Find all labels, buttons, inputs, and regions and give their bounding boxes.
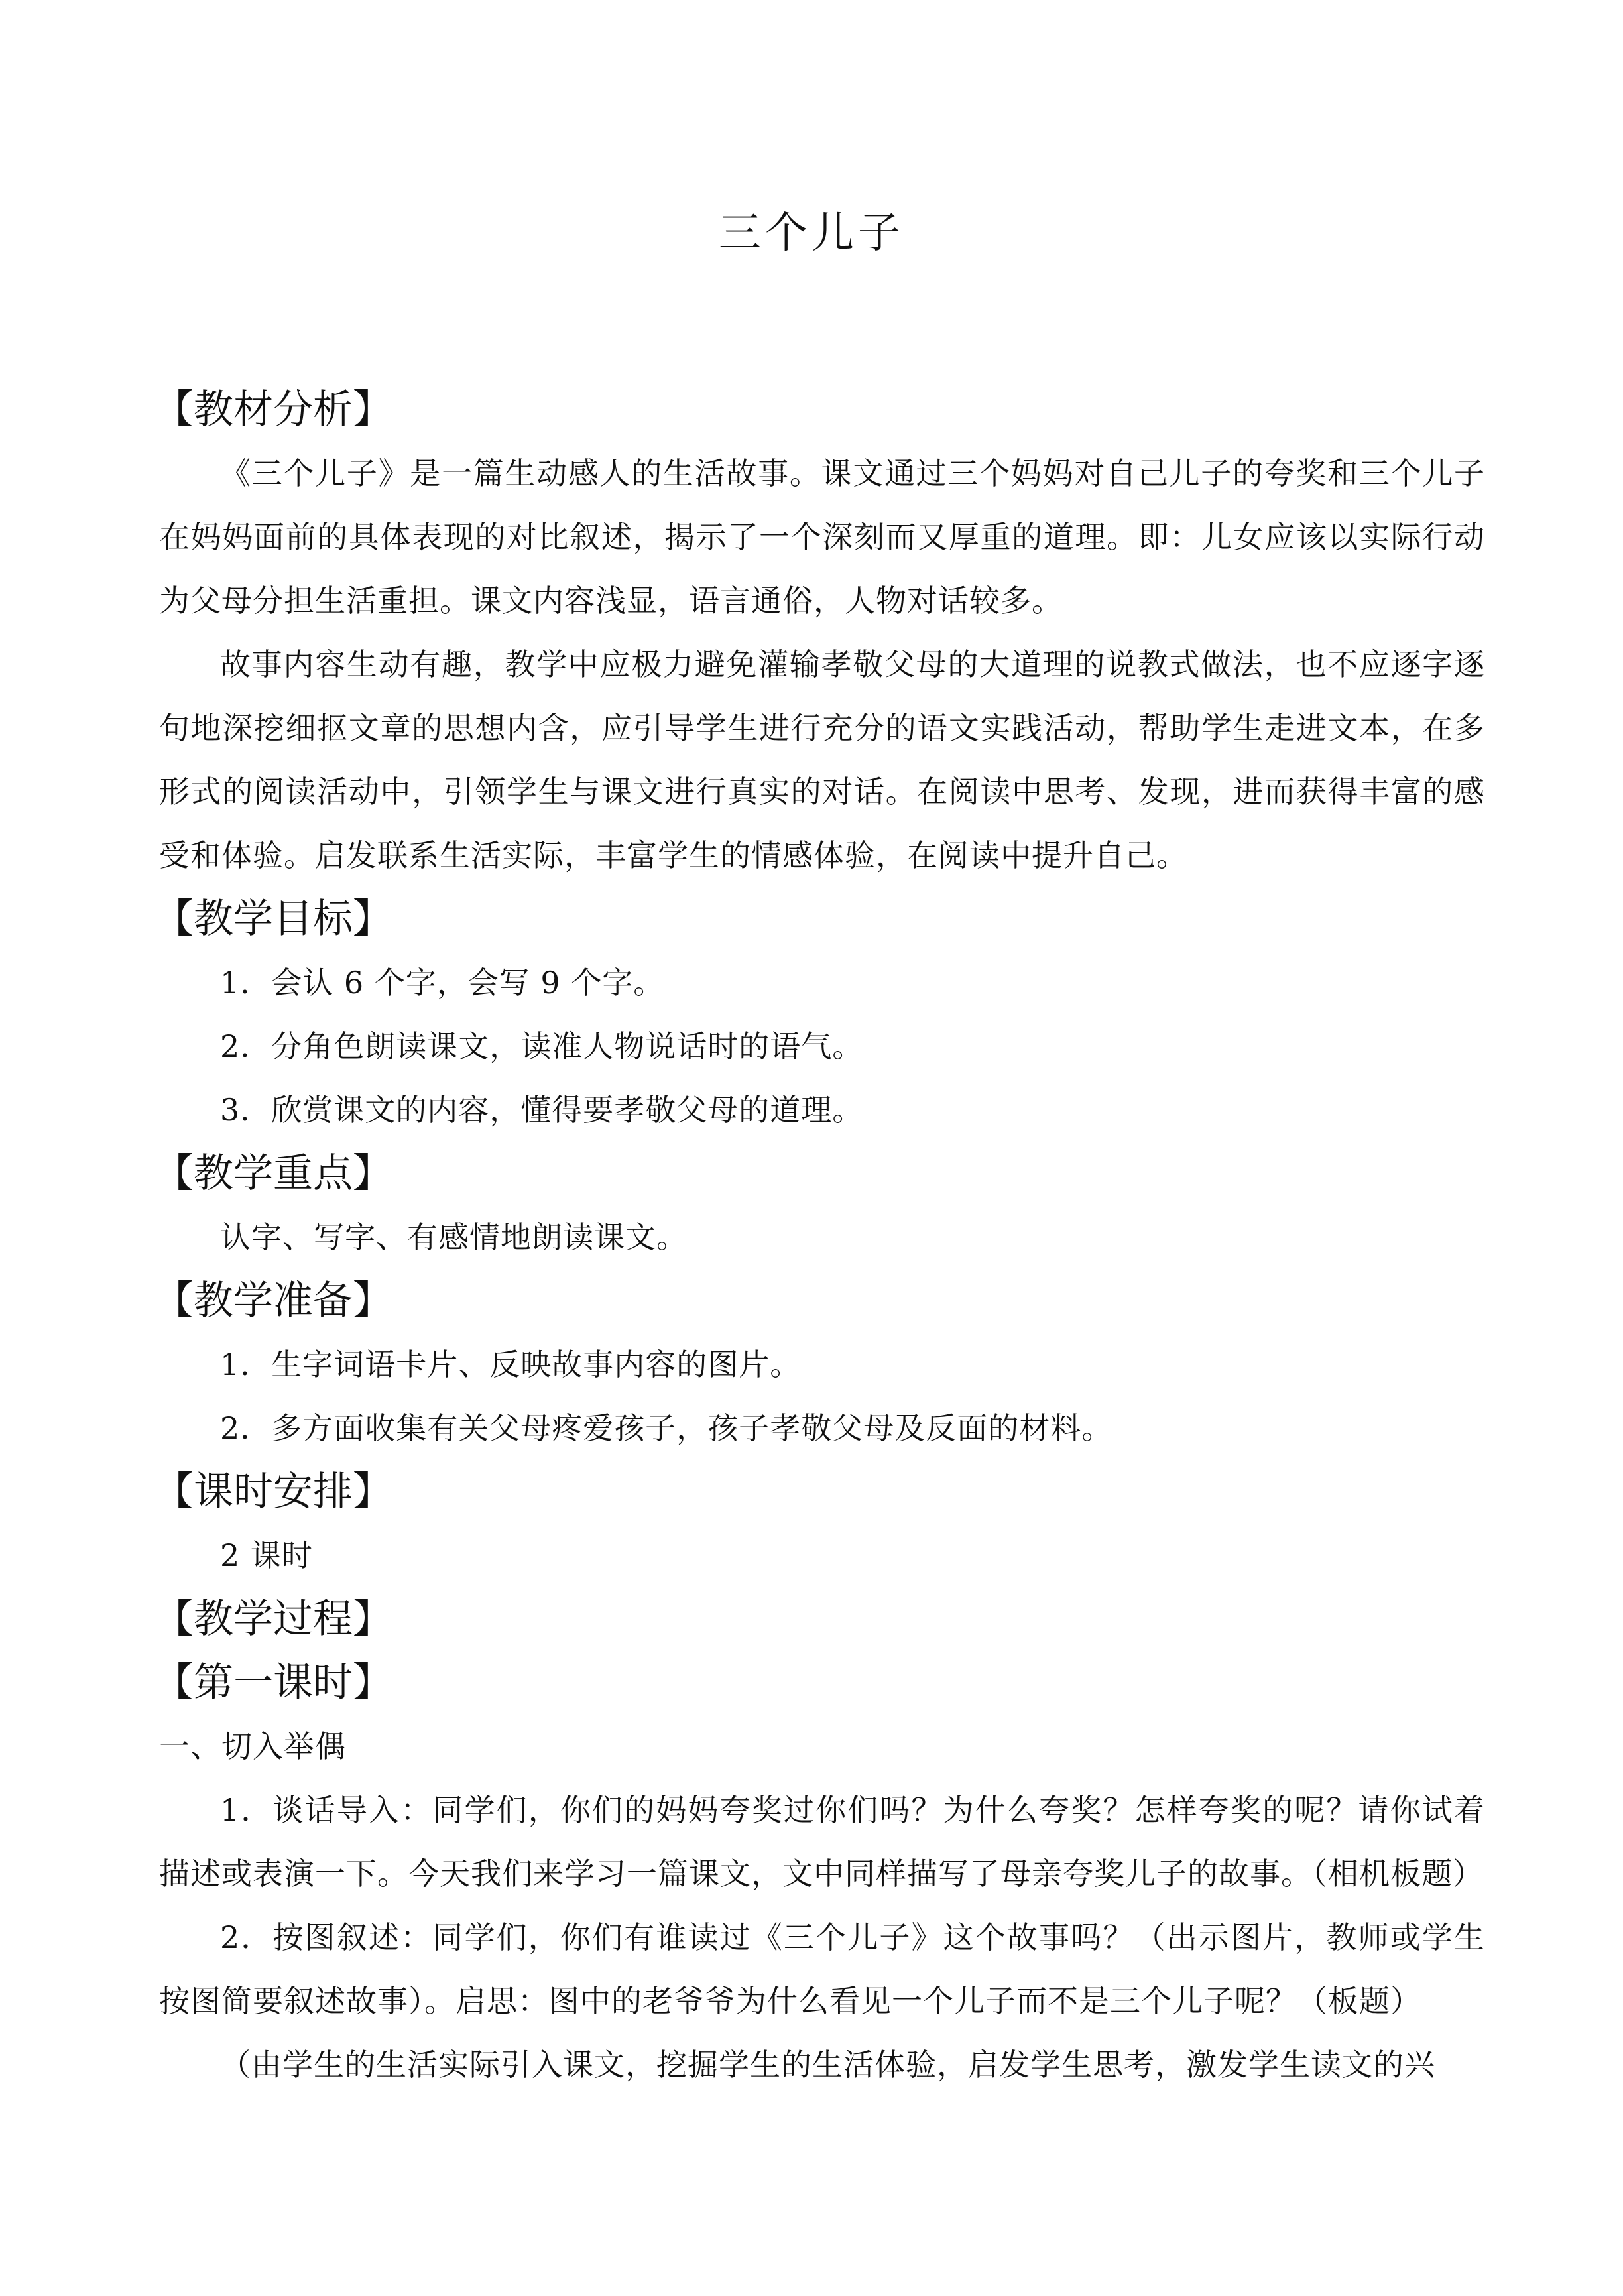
prep-item: 1．生字词语卡片、反映故事内容的图片。 bbox=[220, 1347, 802, 1382]
goal-item: 1．会认 6 个字，会写 9 个字。 bbox=[220, 965, 665, 1000]
document-body bbox=[154, 378, 1485, 2096]
lesson1-paragraph-1: 1．谈话导入：同学们，你们的妈妈夸奖过你们吗？为什么夸奖？怎样夸奖的呢？请你试着描述或表演一下。今天我们来学习一篇课文，文中同样描写了母亲夸奖儿子的故事。（相机板题） bbox=[159, 1792, 1485, 1892]
heading-process: 【教学过程】 bbox=[154, 1596, 392, 1642]
schedule-text: 2 课时 bbox=[220, 1538, 313, 1573]
heading-focus: 【教学重点】 bbox=[154, 1150, 392, 1197]
lesson1-paragraph-2: 2．按图叙述：同学们，你们有谁读过《三个儿子》这个故事吗？（出示图片，教师或学生按图简要叙述故事）。启思：图中的老爷爷为什么看见一个儿子而不是三个儿子呢？（板题） bbox=[159, 1919, 1485, 2019]
lesson1-paragraph-3: （由学生的生活实际引入课文，挖掘学生的生活体验，启发学生思考，激发学生读文的兴 bbox=[220, 2047, 1435, 2083]
heading-analysis: 【教材分析】 bbox=[154, 387, 392, 433]
goal-item: 2．分角色朗读课文，读准人物说话时的语气。 bbox=[220, 1028, 864, 1064]
heading-goals: 【教学目标】 bbox=[154, 896, 392, 942]
analysis-paragraph-1: 《三个儿子》是一篇生动感人的生活故事。课文通过三个妈妈对自己儿子的夸奖和三个儿子在妈妈面前的具体表现的对比叙述，揭示了一个深刻而又厚重的道理。即：儿女应该以实际行动为父母分担生活重担。课文内容浅显，语言通俗，人物对话较多。 bbox=[159, 455, 1485, 619]
heading-schedule: 【课时安排】 bbox=[154, 1469, 392, 1515]
focus-text: 认字、写字、有感情地朗读课文。 bbox=[220, 1219, 688, 1255]
heading-prep: 【教学准备】 bbox=[154, 1278, 392, 1324]
prep-item: 2．多方面收集有关父母疼爱孩子，孩子孝敬父母及反面的材料。 bbox=[220, 1410, 1113, 1446]
document-title: 三个儿子 bbox=[719, 209, 904, 258]
step-1-title: 一、切入举偶 bbox=[159, 1728, 346, 1764]
analysis-paragraph-2: 故事内容生动有趣，教学中应极力避免灌输孝敬父母的大道理的说教式做法，也不应逐字逐句地深挖细抠文章的思想内含，应引导学生进行充分的语文实践活动，帮助学生走进文本，在多形式的阅读活动中，引领学生与课文进行真实的对话。在阅读中思考、发现，进而获得丰富的感受和体验。启发联系生活实际，丰富学生的情感体验，在阅读中提升自己。 bbox=[159, 646, 1485, 873]
heading-lesson-1: 【第一课时】 bbox=[154, 1660, 392, 1706]
goal-item: 3．欣赏课文的内容，懂得要孝敬父母的道理。 bbox=[220, 1092, 864, 1128]
